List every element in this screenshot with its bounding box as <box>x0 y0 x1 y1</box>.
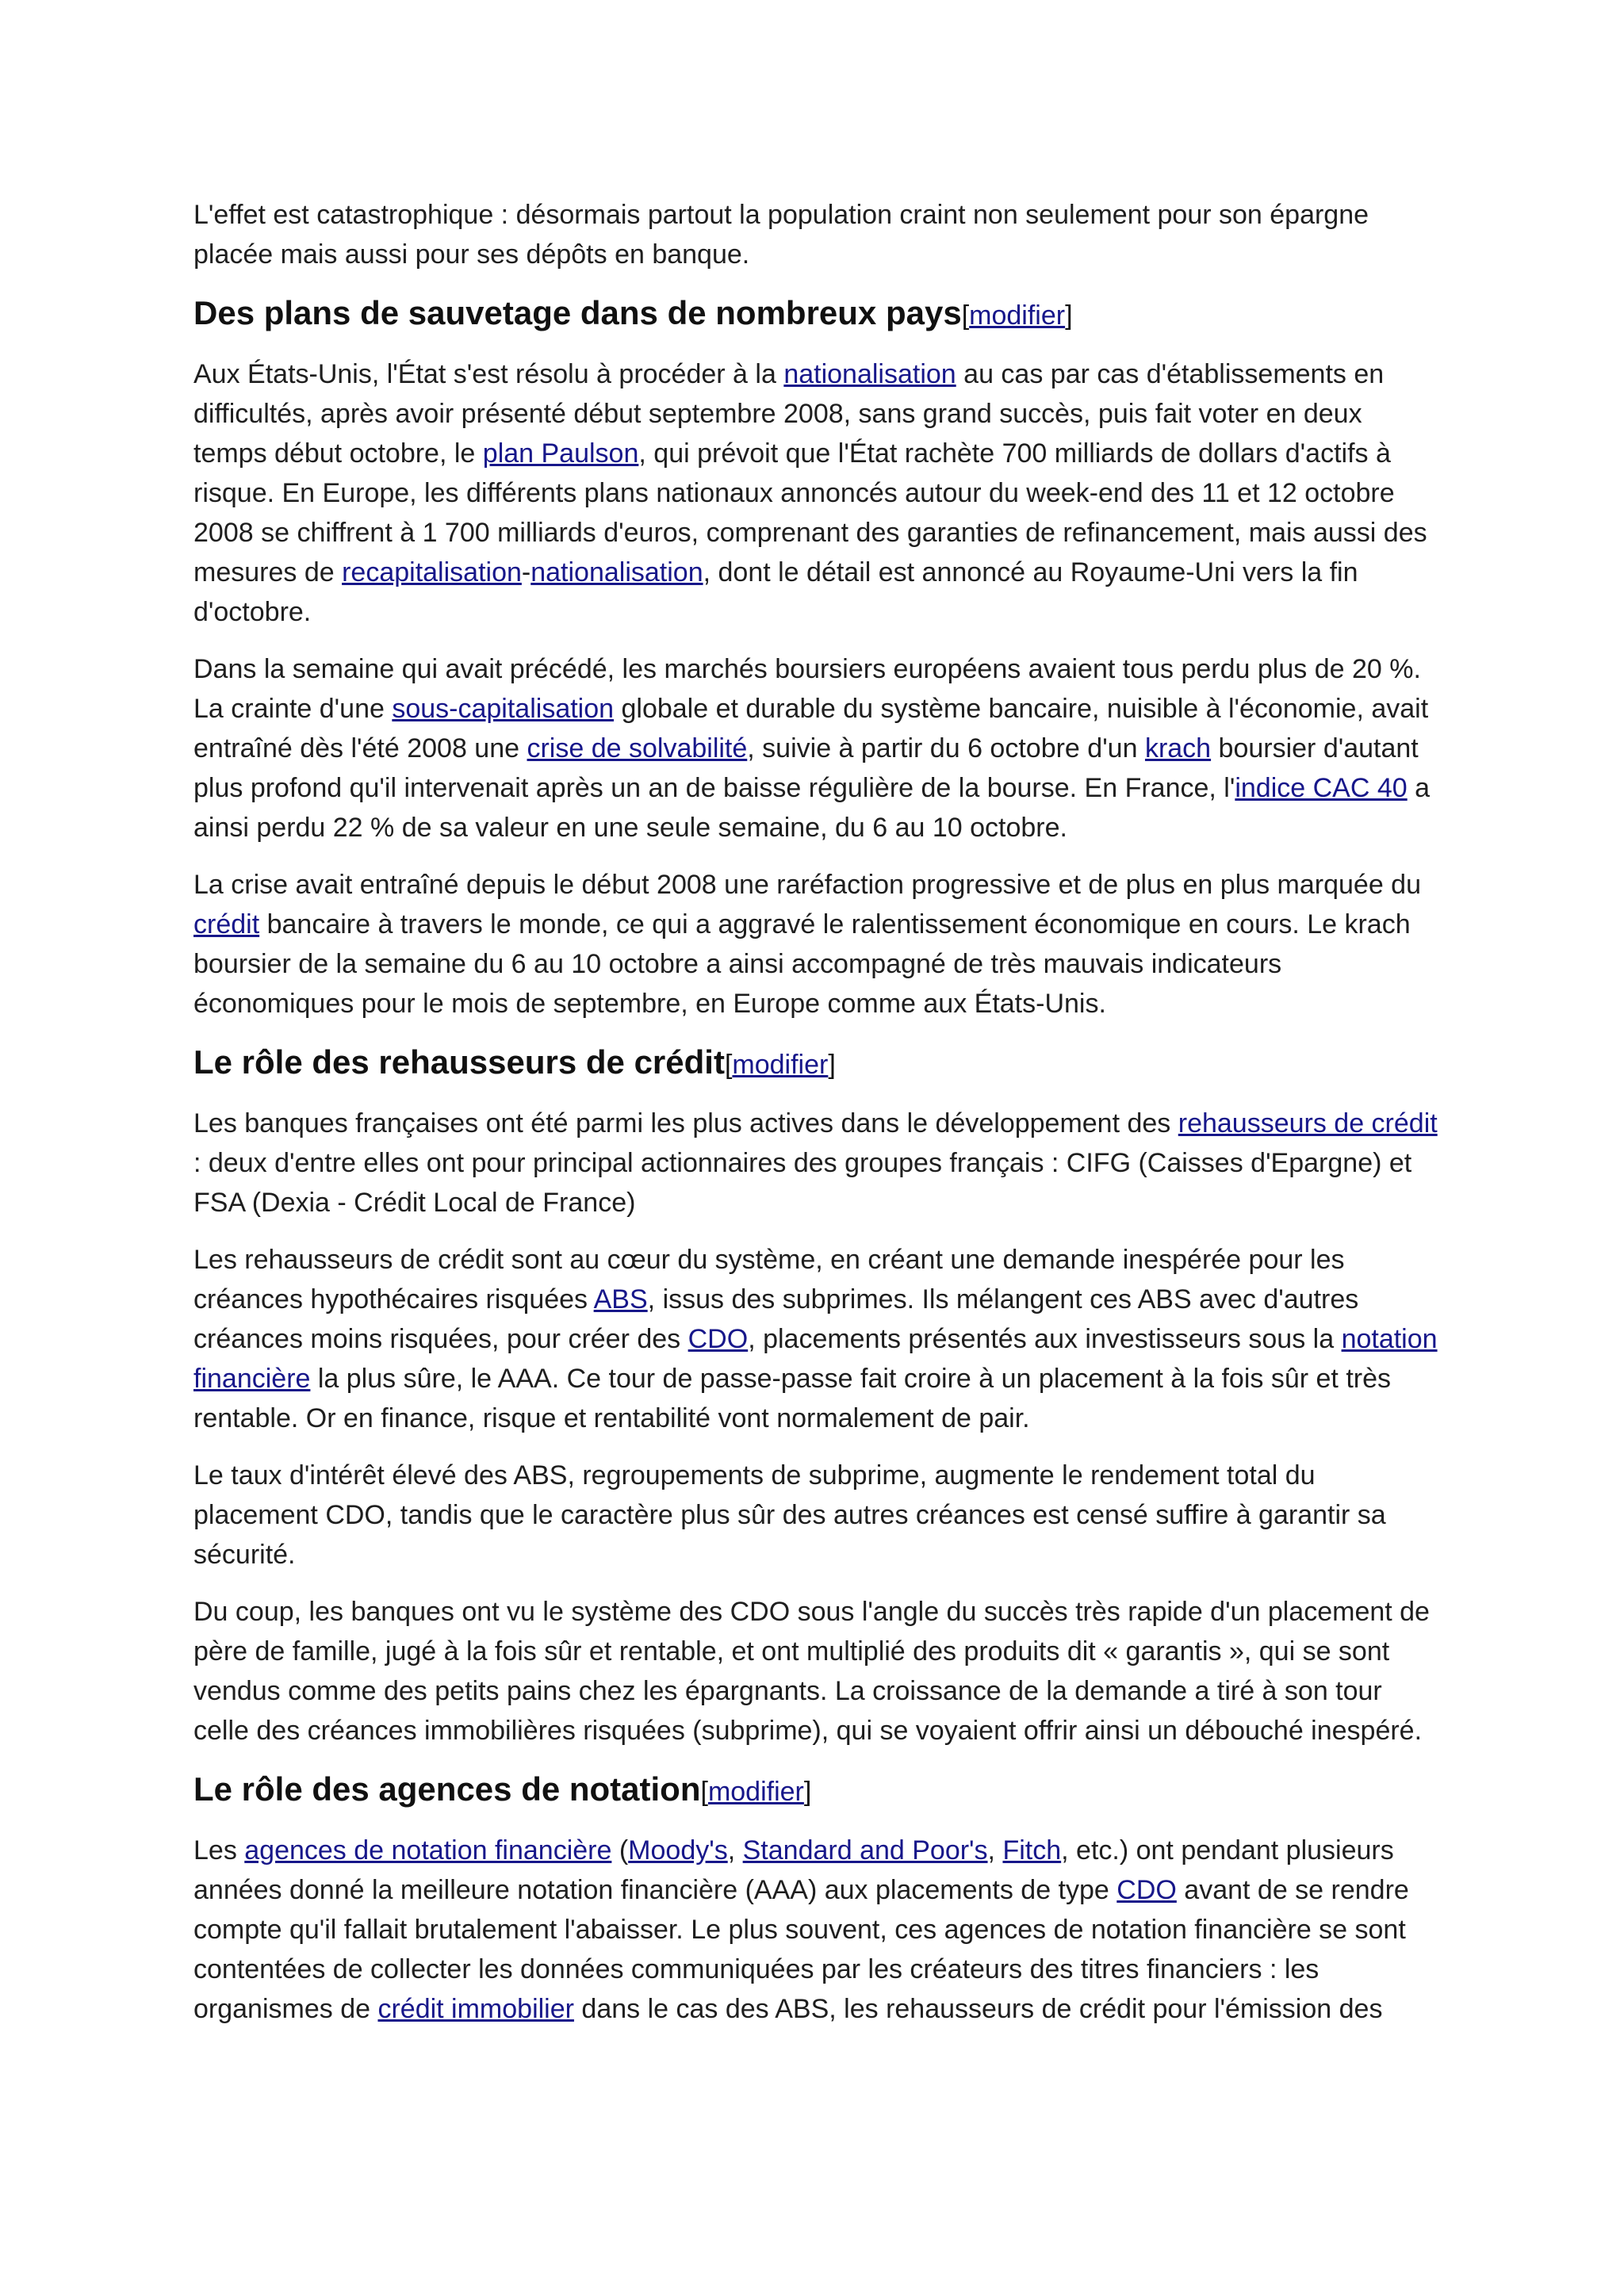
section-heading-agences-de-notation: Le rôle des agences de notation[modifier] <box>193 1770 812 1808</box>
link-crise-de-solvabilite[interactable]: crise de solvabilité <box>527 733 748 763</box>
paragraph-intro: L'effet est catastrophique : désormais partout la population craint non seulement pour son épargne placée mais aussi pour ses dépôts en banque. <box>193 200 1369 270</box>
link-indice-cac-40[interactable]: indice CAC 40 <box>1235 773 1408 803</box>
link-fitch[interactable]: Fitch <box>1002 1835 1062 1866</box>
link-moodys[interactable]: Moody's <box>628 1835 728 1866</box>
paragraph: Le taux d'intérêt élevé des ABS, regroupements de subprime, augmente le rendement total du placement CDO, tandis que le caractère plus sûr des autres créances est censé suffire à garantir sa sécurité. <box>193 1460 1386 1570</box>
paragraph: Les banques françaises ont été parmi les plus actives dans le développement des rehausseurs de crédit : deux d'entre elles ont pour principal actionnaires des groupes français : CIFG (Caisses d'Epargne) et FSA (Dexia - Crédit Local de France) <box>193 1108 1438 1218</box>
link-krach[interactable]: krach <box>1144 733 1212 763</box>
edit-section-control: [modifier] <box>961 300 1073 331</box>
paragraph: Les agences de notation financière (Moody's, Standard and Poor's, Fitch, etc.) ont pendant plusieurs années donné la meilleure notation financière (AAA) aux placements de type CDO avant de se rendre compte qu'il fallait brutalement l'abaisser. Le plus souvent, ces agences de notation financière se sont contentées de collecter les données communiquées par les créateurs des titres financiers : les organismes de crédit immobilier dans le cas des ABS, les rehausseurs de crédit pour l'émission des <box>193 1835 1409 2024</box>
edit-section-link[interactable]: modifier <box>707 1777 804 1807</box>
edit-section-link[interactable]: modifier <box>969 300 1066 331</box>
paragraph: Les rehausseurs de crédit sont au cœur du système, en créant une demande inespérée pour les créances hypothécaires risquées ABS, issus des subprimes. Ils mélangent ces ABS avec d'autres créances moins risquées, pour créer des CDO, placements présentés aux investisseurs sous la notation financière la plus sûre, le AAA. Ce tour de passe-passe fait croire à un placement à la fois sûr et très rentable. Or en finance, risque et rentabilité vont normalement de pair. <box>193 1245 1438 1433</box>
link-rehausseurs-de-credit[interactable]: rehausseurs de crédit <box>1178 1108 1438 1138</box>
edit-section-control: [modifier] <box>700 1777 812 1807</box>
paragraph: Du coup, les banques ont vu le système des CDO sous l'angle du succès très rapide d'un placement de père de famille, jugé à la fois sûr et rentable, et ont multiplié des produits dit « garantis », qui se sont vendus comme des petits pains chez les épargnants. La croissance de la demande a tiré à son tour celle des créances immobilières risquées (subprime), qui se voyaient offrir ainsi un débouché inespéré. <box>193 1597 1430 1746</box>
link-credit-immobilier[interactable]: crédit immobilier <box>377 1994 574 2024</box>
section-heading-plans-sauvetage: Des plans de sauvetage dans de nombreux pays[modifier] <box>193 294 1073 331</box>
link-nationalisation[interactable]: nationalisation <box>530 557 703 587</box>
link-agences-de-notation[interactable]: agences de notation financière <box>244 1835 612 1866</box>
paragraph: Aux États-Unis, l'État s'est résolu à procéder à la nationalisation au cas par cas d'établissements en difficultés, après avoir présenté début septembre 2008, sans grand succès, puis fait voter en deux temps début octobre, le plan Paulson, qui prévoit que l'État rachète 700 milliards de dollars d'actifs à risque. En Europe, les différents plans nationaux annoncés autour du week-end des 11 et 12 octobre 2008 se chiffrent à 1 700 milliards d'euros, comprenant des garanties de refinancement, mais aussi des mesures de recapitalisation-nationalisation, dont le détail est annoncé au Royaume-Uni vers la fin d'octobre. <box>193 359 1427 627</box>
section-heading-rehausseurs-de-credit: Le rôle des rehausseurs de crédit[modifier] <box>193 1043 836 1081</box>
link-plan-paulson[interactable]: plan Paulson <box>482 438 639 469</box>
link-credit[interactable]: crédit <box>193 909 260 939</box>
link-recapitalisation[interactable]: recapitalisation <box>342 557 522 587</box>
link-cdo[interactable]: CDO <box>1116 1875 1177 1905</box>
edit-section-control: [modifier] <box>724 1050 836 1080</box>
link-nationalisation[interactable]: nationalisation <box>783 359 956 389</box>
paragraph: La crise avait entraîné depuis le début 2008 une raréfaction progressive et de plus en plus marquée du crédit bancaire à travers le monde, ce qui a aggravé le ralentissement économique en cours. Le krach boursier de la semaine du 6 au 10 octobre a ainsi accompagné de très mauvais indicateurs économiques pour le mois de septembre, en Europe comme aux États-Unis. <box>193 870 1421 1019</box>
link-standard-and-poors[interactable]: Standard and Poor's <box>742 1835 988 1866</box>
link-cdo[interactable]: CDO <box>688 1324 749 1354</box>
paragraph: Dans la semaine qui avait précédé, les marchés boursiers européens avaient tous perdu plus de 20 %. La crainte d'une sous-capitalisation globale et durable du système bancaire, nuisible à l'économie, avait entraîné dès l'été 2008 une crise de solvabilité, suivie à partir du 6 octobre d'un krach boursier d'autant plus profond qu'il intervenait après un an de baisse régulière de la bourse. En France, l'indice CAC 40 a ainsi perdu 22 % de sa valeur en une seule semaine, du 6 au 10 octobre. <box>193 654 1431 843</box>
article-page <box>193 195 1438 2046</box>
link-sous-capitalisation[interactable]: sous-capitalisation <box>392 694 615 724</box>
link-notation-financiere[interactable]: notation financière <box>193 1324 1438 1394</box>
link-abs[interactable]: ABS <box>593 1284 648 1314</box>
edit-section-link[interactable]: modifier <box>732 1050 829 1080</box>
